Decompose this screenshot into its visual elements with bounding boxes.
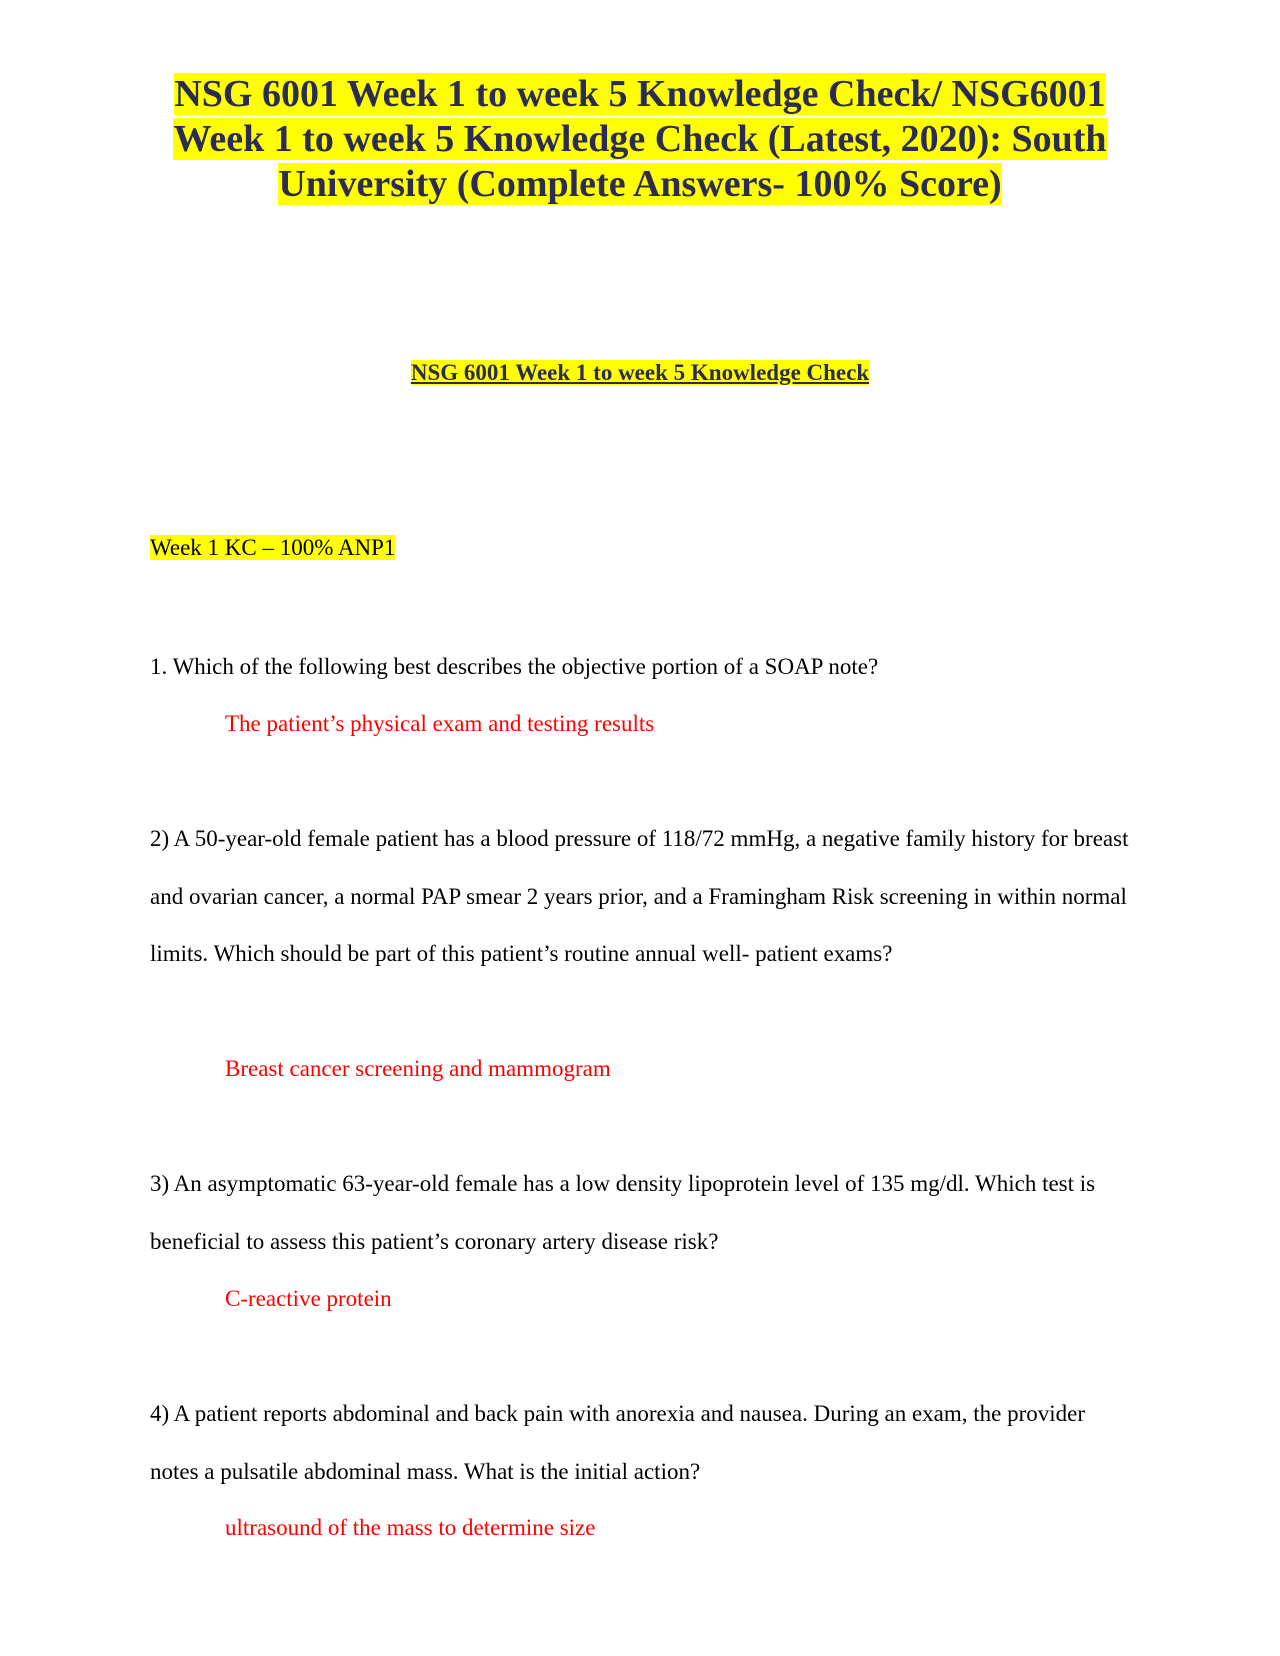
answer-1: The patient’s physical exam and testing results <box>225 711 655 736</box>
week-heading <box>150 533 395 563</box>
question-4: 4) A patient reports abdominal and back pain with anorexia and nausea. During an exam, the provider notes a pulsatile abdominal mass. What is the initial action? <box>150 1401 1086 1484</box>
answer-4: ultrasound of the mass to determine size <box>225 1515 596 1540</box>
question-1: 1. Which of the following best describes the objective portion of a SOAP note? <box>150 654 879 679</box>
document-subtitle-text: NSG 6001 Week 1 to week 5 Knowledge Check <box>410 360 870 385</box>
question-3: 3) An asymptomatic 63-year-old female has a low density lipoprotein level of 135 mg/dl. Which test is beneficial to assess this patient’s coronary artery disease risk? <box>150 1171 1096 1254</box>
week-heading-text: Week 1 KC – 100% ANP1 <box>150 535 396 560</box>
question-2: 2) A 50-year-old female patient has a blood pressure of 118/72 mmHg, a negative family history for breast and ovarian cancer, a normal PAP smear 2 years prior, and a Framingham Risk screening in within normal limits. Which should be part of this patient’s routine annual well- patient exams? <box>150 826 1129 966</box>
answer-2: Breast cancer screening and mammogram <box>225 1056 611 1081</box>
document-title-text: NSG 6001 Week 1 to week 5 Knowledge Check/ NSG6001 Week 1 to week 5 Knowledge Check (Latest, 2020): South University (Complete Answers- 100% Score) <box>173 73 1107 205</box>
document-subtitle <box>140 358 1140 388</box>
document-title <box>140 72 1140 207</box>
answer-3: C-reactive protein <box>225 1286 392 1311</box>
